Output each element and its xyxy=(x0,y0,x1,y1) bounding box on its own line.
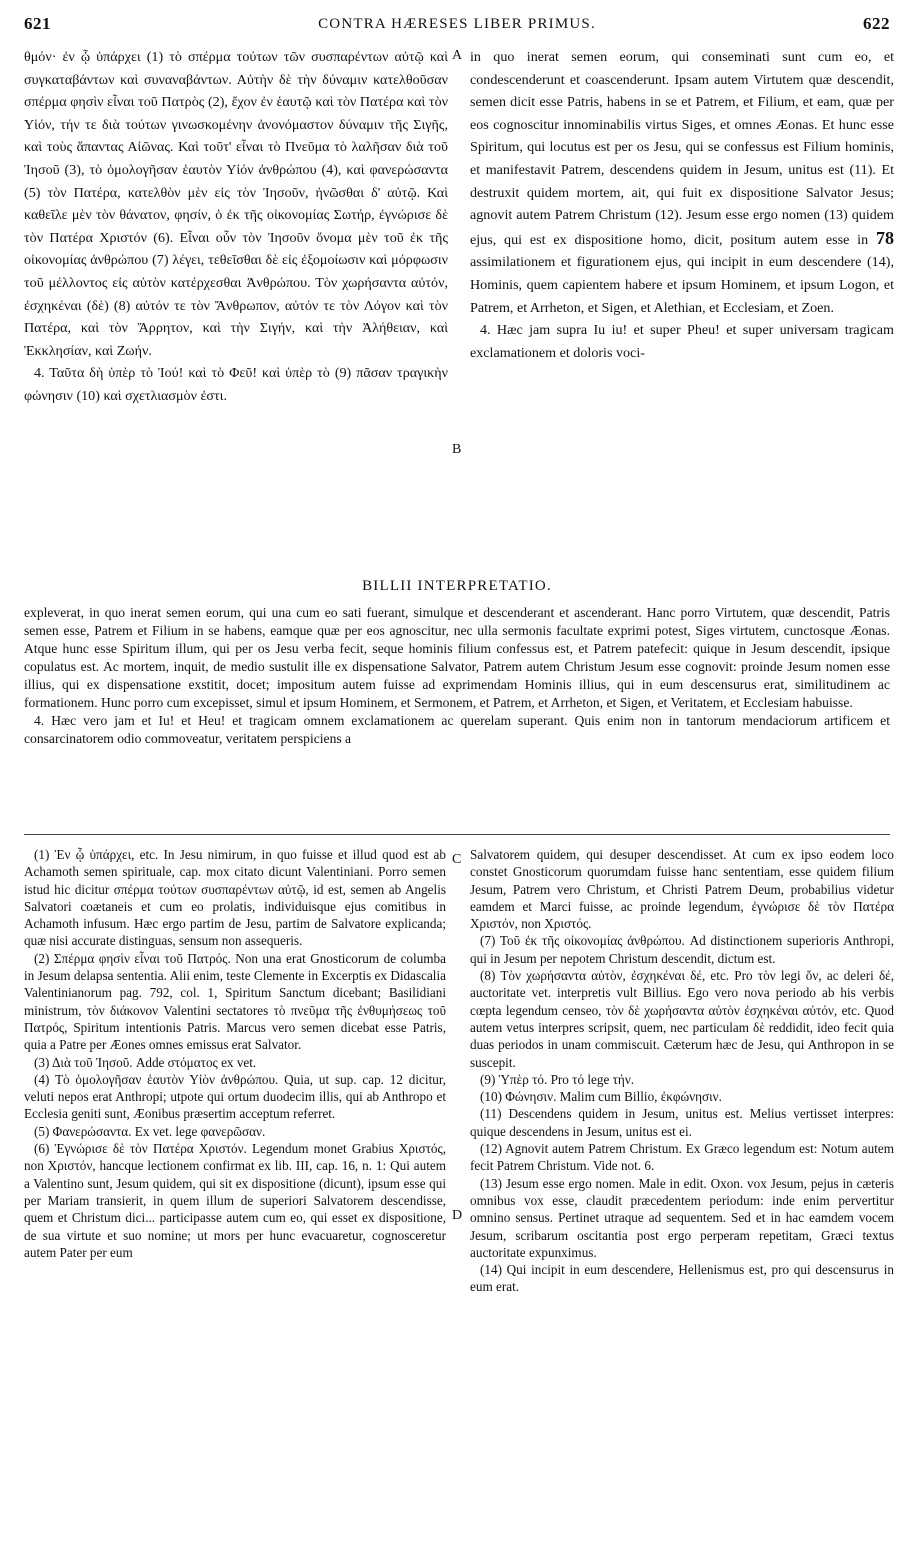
footnote: (14) Qui incipit in eum descendere, Hellenismus est, pro qui descensurus in eum erat. xyxy=(470,1262,894,1295)
greek-text-column xyxy=(24,46,448,408)
footnote: (7) Τοῦ ἐκ τῆς οἰκονομίας ἀνθρώπου. Ad distinctionem superioris Anthropi, qui in Jesum per nepotem Christum descendit, dictum est. xyxy=(470,933,894,966)
billii-paragraph: expleverat, in quo inerat semen eorum, qui una cum eo sati fuerant, simulque et descenderant et ascenderant. Hanc porro Virtutem, quæ descendit, Patris semen esse, Patrem et Filium in se habens, eamque quæ per eos agnoscitur, nec ulla sermonis facultate exprimi potest, Siges virtutem, cunctosque Æonas. Atque hunc esse Spiritum illum, qui per os Jesu verba fecit, seque hominis filium confessus est, et Patrem patefecit: quique in Jesum descendit, ipsique copulatus est. Ac mortem, inquit, de medio sustulit ille ex dispensatione Salvator, Patrem autem Christum Jesum esse cognovit: proinde Jesum nomen esse illius, qui ex dispensatione exstitit, docet; impositum autem fuisse ad exprimendam Hominis illius, qui in eum descensurus erat, similitudinem ac formationem. Hunc porro cum excepisset, simul et ipsum Hominem, et Sermonem, et Patrem, et Arrheton, et Sigen, et Veritatem, et Ecclesiam habuisse. xyxy=(24,605,890,710)
margin-marker-b: B xyxy=(452,442,462,457)
footnote-divider xyxy=(24,834,890,835)
footnote-continuation: Salvatorem quidem, qui desuper descendisset. At cum ex ipso eodem loco constet Gnosticorum quorumdam fuisse hanc sententiam, esse quidem filium Jesum, Patrem vero Christum, et Christi Patrem Deum, probabilius videtur eamdem et Marci fuisse, ac proinde legendum, ἐγνώρισε δὲ τὸν Πατέρα Χριστόν, non Χριστός. xyxy=(470,847,894,932)
footnotes-right-column xyxy=(470,846,894,1296)
footnotes-left-column xyxy=(24,846,446,1261)
greek-paragraph: θμόν· ἐν ᾧ ὑπάρχει (1) τὸ σπέρμα τούτων τῶν συσπαρέντων αὐτῷ καὶ συγκαταβάντων καὶ συναναβάντων. Αὐτὴν δὲ τὴν δύναμιν κατελθοῦσαν σπέρμα φησὶν εἶναι τοῦ Πατρὸς (2), ἔχον ἐν ἑαυτῷ καὶ τὸν Πατέρα καὶ τὸν Υἱόν, τήν τε διὰ τούτων γινωσκομένην ἀνονόμαστον δύναμιν τῆς Σιγῆς, καὶ τοὺς ἅπαντας Αἰῶνας. Καὶ τοῦτ' εἶναι τὸ Πνεῦμα τὸ λαλῆσαν διὰ τοῦ Ἰησοῦ (3), τὸ ὁμολογῆσαν ἑαυτὸν Υἱόν ἀνθρώπου (4), καὶ φανερώσαντα (5) τὸν Πατέρα, κατελθὸν μὲν εἰς τὸν Ἰησοῦν, ἡνῶσθαι δ' αὐτῷ. Καὶ καθεῖλε μὲν τὸν θάνατον, φησίν, ὁ ἐκ τῆς οἰκονομίας Σωτήρ, ἐγνώρισε δὲ τὸν Πατέρα Χριστόν (6). Εἶναι οὖν τὸν Ἰησοῦν ὄνομα μὲν τοῦ ἐκ τῆς οἰκονομίας ἀνθρώπου (7) λέγει, τεθεῖσθαι δὲ εἰς ἐξομοίωσιν καὶ μόρφωσιν τοῦ μέλλοντος εἰς αὐτὸν κατέρχεσθαι Ἀνθρώπου. Τὸν χωρήσαντα αὐτόν, ἐσχηκέναι (δὲ) (8) αὐτόν τε τὸν Ἄνθρωπον, αὐτόν τε τὸν Λόγον καὶ τὸν Πατέρα, καὶ τὸν Ἄρρητον, καὶ τὴν Σιγήν, καὶ τὴν Ἀλήθειαν, καὶ Ἐκκλησίαν, καὶ Ζωήν. xyxy=(24,49,448,359)
footnote: (1) Ἐν ᾧ ὑπάρχει, etc. In Jesu nimirum, in quo fuisse et illud quod est ab Achamoth semen spirituale, cap. mox citato dicunt Valentiniani. Porro semen istud hic dicitur σπέρμα τούτων συσπαρέντων αὐτῷ, id est, semen ab Angelis Salvatori coætaneis et cum eo prolatis, individuisque ejus comitibus in Achamoth infusum. Hæc ergo partim de Jesu, partim de Salvatore explicanda; quæ nisi accurate distinguas, sensum non assequeris. xyxy=(24,847,446,949)
footnote: (4) Τὸ ὁμολογῆσαν ἑαυτὸν Υἱὸν ἀνθρώπου. Quia, ut sup. cap. 12 dicitur, veluti nepos erat Anthropi; utpote qui ortum duodecim illis, qui ab Anthropo et Ecclesia geniti sunt, Æonibus præsertim acceptum referret. xyxy=(24,1071,446,1122)
footnote: (13) Jesum esse ergo nomen. Male in edit. Oxon. vox Jesum, pejus in cæteris omnibus vox esse, claudit præcedentem periodum: inde enim pervertitur omnino sensus. Pertinet utraque ad sequentem. Sed et in hac eamdem vocem Jesum, scribarum oscitantia post ergo perperam repetitam, Græci textus auctoritate expunximus. xyxy=(470,1175,894,1260)
footnote: (11) Descendens quidem in Jesum, unitus est. Melius vertisset interpres: quique descendens in Jesum, unitus est ei. xyxy=(470,1106,894,1139)
latin-text: assimilationem et figurationem ejus, qui incipit in eum descendere (14), Hominis, quem capientem habere et ipsum Hominem, et ipsum Logon, et Patrem, et Arrheton, et Sigen, et Alethian, et Ecclesiam, et Zoen. xyxy=(470,254,894,316)
page-reference-number: 78 xyxy=(876,227,894,248)
latin-paragraph xyxy=(470,46,894,319)
footnote: (10) Φώνησιν. Malim cum Billio, ἐκφώνησιν. xyxy=(480,1089,722,1105)
running-header xyxy=(24,14,890,38)
greek-paragraph: 4. Ταῦτα δὴ ὑπὲρ τὸ Ἰού! καὶ τὸ Φεῦ! καὶ ὑπὲρ τὸ (9) πᾶσαν τραγικὴν φώνησιν (10) καὶ σχετλιασμὸν ἐστι. xyxy=(24,365,448,404)
footnote: (6) Ἐγνώρισε δὲ τὸν Πατέρα Χριστόν. Legendum monet Grabius Χριστός, non Χριστόν, hancque lectionem confirmat ex lib. III, cap. 16, n. 1: Qui autem a Valentino sunt, Jesum quidem, qui sit ex dispositione (dicunt), ipsum esse qui per Mariam transierit, in quem illum de superiori Salvatorem descendisse, quem et Christum dici... participasse autem cum eo, qui esset ex dispositione, de sua virtute et suo nomine; ut mors per hunc evacuaretur, cognosceretur autem Pater per eum xyxy=(24,1141,446,1260)
billii-interpretatio-text xyxy=(24,604,890,748)
margin-marker-c: C xyxy=(452,852,462,867)
footnote: (3) Διὰ τοῦ Ἰησοῦ. Adde στόματος ex vet. xyxy=(34,1054,257,1070)
page-number-right: 622 xyxy=(863,14,890,33)
billii-paragraph: 4. Hæc vero jam et Iu! et Heu! et tragicam omnem exclamationem ac querelam superant. Quis enim non in tantorum mendaciorum artificem et consarcinatorem odio commoveatur, veritatem perspiciens a xyxy=(24,713,890,746)
latin-text-column xyxy=(470,46,894,364)
footnote: (8) Τὸν χωρήσαντα αὐτὸν, ἐσχηκέναι δέ, etc. Pro τὸν legi ὄν, ac deleri δέ, auctoritate vet. interpretis vult Billius. Ego vero nova periodo ab his verbis cœpta legendum censeo, τὸν δὲ χωρήσαντα αὐτὸν ἐσχηκέναι αὐτόν, etc. Quod autem vetus interpres scripsit, quem, nec particulam δὲ reddidit, ideo fecit quia duas periodos in unam commiscuit. Cæterum hæc de Jesu, qui Anthropon in se suscepit. xyxy=(470,968,894,1070)
footnote: (2) Σπέρμα φησὶν εἶναι τοῦ Πατρός. Non una erat Gnosticorum de columba in Jesum delapsa sententia. Alii enim, teste Clemente in Excerptis ex Didascalia Valentinianorum pag. 792, col. 1, Spiritum Sanctum dicebant; Basilidiani ministrum, τὸν διάκονον Valentini sectatores τὸ πνεῦμα τῆς ἐνθυμήσεως τοῦ Πατρός, Spiritum intentionis Patris. Marcus vero semen dicebat esse Patris, quia a Patre per Æones omnes emissus erat Salvator. xyxy=(24,950,446,1053)
footnote: (12) Agnovit autem Patrem Christum. Ex Græco legendum est: Notum autem fecit Patrem Christum. Vide not. 6. xyxy=(470,1141,894,1174)
section-heading: BILLII INTERPRETATIO. xyxy=(362,578,552,594)
latin-text: in quo inerat semen eorum, qui conseminati sunt cum eo, et condescenderunt et coascenderunt. Ipsam autem Virtutem quæ descendit, semen dicit esse Patris, habens in se et Patrem, et Filium, et eam, quæ per eos cognoscitur innominabilis virtus Siges, et omnes Æonas. Et hunc esse Spiritum, qui locutus est per os Jesu, qui se confessus est Filium hominis, et manifestavit Patrem, descendens quidem in Jesum, unitus est (11). Et destruxit quidem mortem, ait, qui fuit ex dispositione Salvator Jesus; agnovit autem Patrem Christum (12). Jesum esse ergo nomen (13) quidem ejus, qui est ex dispositione homo, dicit, positum autem esse in xyxy=(470,49,894,248)
margin-marker-d: D xyxy=(452,1208,463,1223)
margin-marker-a: A xyxy=(452,48,463,63)
latin-paragraph: 4. Hæc jam supra Iu iu! et super Pheu! et super universam tragicam exclamationem et doloris voci- xyxy=(470,322,894,361)
page-number-left: 621 xyxy=(24,14,51,33)
footnote: (5) Φανερώσαντα. Ex vet. lege φανερῶσαν. xyxy=(34,1123,266,1139)
footnote: (9) Ὑπὲρ τό. Pro τό lege τήν. xyxy=(480,1071,635,1087)
running-title: CONTRA HÆRESES LIBER PRIMUS. xyxy=(318,16,596,32)
